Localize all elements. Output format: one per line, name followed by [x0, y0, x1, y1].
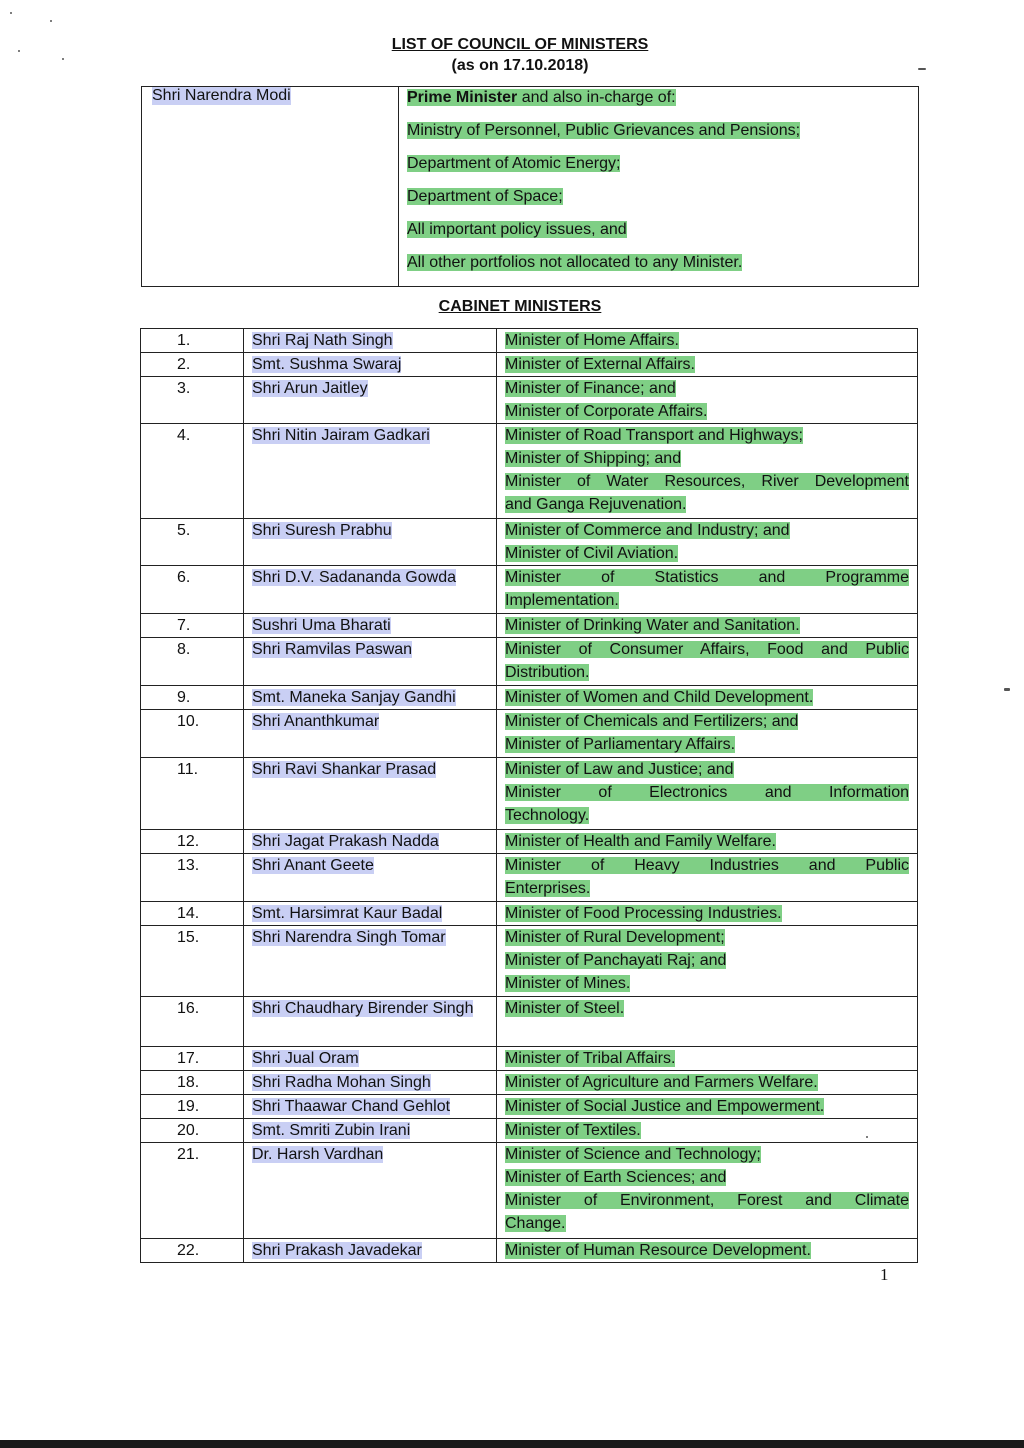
minister-serial-number: 4. [141, 424, 244, 519]
table-row [141, 1047, 918, 1071]
portfolio-line [505, 877, 909, 900]
portfolio-text: Enterprises. [505, 880, 591, 897]
portfolio-text: Minister of Water Resources, River Development [505, 473, 909, 490]
portfolio-text: Minister of Heavy Industries and Public [505, 857, 909, 874]
portfolio-text: Minister of Parliamentary Affairs. [505, 736, 736, 753]
minister-serial-number: 11. [141, 758, 244, 830]
portfolio-text: Minister of Finance; and [505, 380, 676, 397]
scan-bottom-edge [0, 1440, 1024, 1448]
portfolio-text: All important policy issues, and [407, 221, 627, 238]
prime-minister-name-cell [142, 87, 399, 287]
minister-serial-number: 5. [141, 519, 244, 566]
minister-name: Shri Prakash Javadekar [252, 1242, 422, 1259]
portfolio-text: Minister of Shipping; and [505, 450, 682, 467]
minister-serial-number: 16. [141, 997, 244, 1047]
portfolio-text: Minister of Consumer Affairs, Food and Public [505, 641, 909, 658]
portfolio-line [505, 997, 909, 1020]
portfolio-text: Minister of Commerce and Industry; and [505, 522, 790, 539]
minister-serial-number: 13. [141, 854, 244, 902]
portfolio-text: Distribution. [505, 664, 590, 681]
prime-minister-portfolio-list [407, 120, 918, 285]
table-row [141, 1071, 918, 1095]
minister-portfolio-cell [497, 377, 918, 424]
minister-name: Dr. Harsh Vardhan [252, 1146, 384, 1163]
minister-serial-number: 20. [141, 1119, 244, 1143]
minister-portfolio-cell [497, 424, 918, 519]
portfolio-line [505, 902, 909, 925]
table-row [141, 854, 918, 902]
portfolio-text: Minister of Mines. [505, 975, 631, 992]
portfolio-text: Minister of Steel. [505, 1000, 625, 1017]
minister-serial-number: 10. [141, 710, 244, 758]
cabinet-ministers-table [140, 328, 918, 1263]
portfolio-line [505, 661, 909, 684]
portfolio-line [505, 589, 909, 612]
document-date: (as on 17.10.2018) [451, 57, 589, 74]
minister-name-cell [244, 902, 497, 926]
minister-serial-number: 1. [141, 329, 244, 353]
prime-minister-role-rest: and also in-charge of: [517, 89, 676, 106]
minister-portfolio-cell [497, 854, 918, 902]
portfolio-text: Minister of Tribal Affairs. [505, 1050, 676, 1067]
portfolio-line [505, 949, 909, 972]
minister-name: Shri Ramvilas Paswan [252, 641, 413, 658]
portfolio-text: Minister of Drinking Water and Sanitation. [505, 617, 800, 634]
portfolio-line [505, 1047, 909, 1070]
minister-name-cell [244, 424, 497, 519]
portfolio-text: Minister of Food Processing Industries. [505, 905, 782, 922]
section-heading: CABINET MINISTERS [438, 298, 602, 315]
minister-portfolio-cell [497, 353, 918, 377]
minister-name: Shri Nitin Jairam Gadkari [252, 427, 430, 444]
portfolio-line [505, 519, 909, 542]
portfolio-line [505, 1189, 909, 1212]
minister-serial-number: 9. [141, 686, 244, 710]
minister-name-cell [244, 614, 497, 638]
minister-name-cell [244, 758, 497, 830]
table-row [141, 1095, 918, 1119]
portfolio-text: Department of Space; [407, 188, 563, 205]
table-row [141, 329, 918, 353]
minister-name: Shri Chaudhary Birender Singh [252, 1000, 474, 1017]
prime-minister-role [407, 87, 918, 120]
table-row [141, 566, 918, 614]
minister-portfolio-cell [497, 1095, 918, 1119]
portfolio-text: Technology. [505, 807, 590, 824]
minister-portfolio-cell [497, 1239, 918, 1263]
minister-serial-number: 2. [141, 353, 244, 377]
minister-name-cell [244, 710, 497, 758]
table-row [141, 638, 918, 686]
scan-speck [10, 12, 12, 14]
minister-name-cell [244, 830, 497, 854]
minister-serial-number: 15. [141, 926, 244, 997]
portfolio-line [505, 1143, 909, 1166]
minister-name-cell [244, 566, 497, 614]
minister-portfolio-cell [497, 329, 918, 353]
portfolio-text: Minister of Chemicals and Fertilizers; and [505, 713, 799, 730]
minister-serial-number: 14. [141, 902, 244, 926]
portfolio-text: Ministry of Personnel, Public Grievances and Pensions; [407, 122, 801, 139]
minister-portfolio-cell [497, 1143, 918, 1239]
table-row [141, 614, 918, 638]
scan-speck [50, 20, 52, 22]
minister-name: Shri Raj Nath Singh [252, 332, 393, 349]
portfolio-line [505, 353, 909, 376]
table-row [141, 926, 918, 997]
portfolio-text: All other portfolios not allocated to any Minister. [407, 254, 743, 271]
minister-name: Shri Ravi Shankar Prasad [252, 761, 437, 778]
portfolio-text: Minister of Earth Sciences; and [505, 1169, 727, 1186]
portfolio-line [505, 1071, 909, 1094]
minister-portfolio-cell [497, 997, 918, 1047]
portfolio-text: Minister of Textiles. [505, 1122, 641, 1139]
minister-name: Shri Jual Oram [252, 1050, 359, 1067]
minister-serial-number: 19. [141, 1095, 244, 1119]
portfolio-line [505, 377, 909, 400]
minister-name: Shri D.V. Sadananda Gowda [252, 569, 456, 586]
minister-name-cell [244, 377, 497, 424]
minister-name: Smt. Smriti Zubin Irani [252, 1122, 411, 1139]
portfolio-text: and Ganga Rejuvenation. [505, 496, 687, 513]
minister-name-cell [244, 329, 497, 353]
portfolio-line [505, 566, 909, 589]
portfolio-line [505, 804, 909, 827]
portfolio-line [505, 329, 909, 352]
minister-name: Shri Arun Jaitley [252, 380, 368, 397]
portfolio-line [505, 710, 909, 733]
minister-portfolio-cell [497, 1119, 918, 1143]
minister-name: Shri Thaawar Chand Gehlot [252, 1098, 451, 1115]
portfolio-text: Minister of Agriculture and Farmers Welfare. [505, 1074, 818, 1091]
portfolio-line [505, 1119, 909, 1142]
minister-portfolio-cell [497, 902, 918, 926]
minister-name: Smt. Harsimrat Kaur Badal [252, 905, 443, 922]
table-row [141, 902, 918, 926]
portfolio-text: Implementation. [505, 592, 619, 609]
portfolio-text: Minister of External Affairs. [505, 356, 695, 373]
portfolio-text: Minister of Women and Child Development. [505, 689, 814, 706]
minister-name-cell [244, 519, 497, 566]
minister-portfolio-cell [497, 1071, 918, 1095]
portfolio-line [505, 1239, 909, 1262]
minister-serial-number: 3. [141, 377, 244, 424]
minister-name-cell [244, 1119, 497, 1143]
portfolio-text: Minister of Law and Justice; and [505, 761, 734, 778]
minister-name-cell [244, 997, 497, 1047]
scan-speck [1004, 688, 1010, 691]
portfolio-line [505, 638, 909, 661]
minister-serial-number: 8. [141, 638, 244, 686]
prime-minister-portfolio-item [407, 252, 918, 285]
minister-name: Smt. Sushma Swaraj [252, 356, 402, 373]
minister-portfolio-cell [497, 1047, 918, 1071]
portfolio-text: Minister of Health and Family Welfare. [505, 833, 776, 850]
portfolio-text: Minister of Social Justice and Empowerment. [505, 1098, 825, 1115]
minister-portfolio-cell [497, 519, 918, 566]
prime-minister-portfolio-item [407, 219, 918, 252]
portfolio-line [505, 686, 909, 709]
table-row [141, 519, 918, 566]
portfolio-text: Minister of Environment, Forest and Climate [505, 1192, 909, 1209]
portfolio-line [505, 830, 909, 853]
portfolio-text: Minister of Science and Technology; [505, 1146, 761, 1163]
prime-minister-name: Shri Narendra Modi [152, 87, 291, 104]
minister-name-cell [244, 1047, 497, 1071]
portfolio-text: Minister of Road Transport and Highways; [505, 427, 803, 444]
table-row [141, 353, 918, 377]
minister-name: Shri Narendra Singh Tomar [252, 929, 446, 946]
table-row [141, 1143, 918, 1239]
table-row [141, 758, 918, 830]
portfolio-text: Minister of Human Resource Development. [505, 1242, 811, 1259]
minister-portfolio-cell [497, 686, 918, 710]
cabinet-ministers-body [141, 329, 918, 1263]
minister-name-cell [244, 1095, 497, 1119]
minister-portfolio-cell [497, 926, 918, 997]
portfolio-line [505, 1212, 909, 1235]
minister-serial-number: 17. [141, 1047, 244, 1071]
prime-minister-portfolio-item [407, 186, 918, 219]
portfolio-line [505, 470, 909, 493]
prime-minister-role-title: Prime Minister [407, 89, 518, 106]
minister-name-cell [244, 1239, 497, 1263]
portfolio-text: Minister of Rural Development; [505, 929, 725, 946]
minister-portfolio-cell [497, 614, 918, 638]
minister-portfolio-cell [497, 830, 918, 854]
table-row [141, 997, 918, 1047]
minister-name-cell [244, 638, 497, 686]
minister-name-cell [244, 1143, 497, 1239]
portfolio-line [505, 493, 909, 516]
portfolio-line [505, 854, 909, 877]
portfolio-line [505, 781, 909, 804]
portfolio-text: Change. [505, 1215, 566, 1232]
page-number: 1 [880, 1265, 889, 1284]
minister-name: Shri Radha Mohan Singh [252, 1074, 431, 1091]
minister-serial-number: 21. [141, 1143, 244, 1239]
prime-minister-portfolio-item [407, 153, 918, 186]
minister-name-cell [244, 854, 497, 902]
minister-name: Shri Suresh Prabhu [252, 522, 392, 539]
prime-minister-portfolio-cell [399, 87, 919, 287]
table-row [141, 1239, 918, 1263]
table-row [141, 377, 918, 424]
minister-name: Sushri Uma Bharati [252, 617, 391, 634]
minister-name: Shri Ananthkumar [252, 713, 380, 730]
minister-portfolio-cell [497, 638, 918, 686]
prime-minister-portfolio-item [407, 120, 918, 153]
portfolio-text: Minister of Home Affairs. [505, 332, 679, 349]
portfolio-line [505, 542, 909, 565]
table-row [141, 1119, 918, 1143]
portfolio-line [505, 424, 909, 447]
portfolio-line [505, 926, 909, 949]
table-row [141, 686, 918, 710]
table-row [141, 710, 918, 758]
portfolio-text: Department of Atomic Energy; [407, 155, 621, 172]
portfolio-line [505, 1166, 909, 1189]
portfolio-text: Minister of Electronics and Information [505, 784, 909, 801]
portfolio-text: Minister of Corporate Affairs. [505, 403, 708, 420]
portfolio-line [505, 1095, 909, 1118]
portfolio-line [505, 733, 909, 756]
portfolio-text: Minister of Civil Aviation. [505, 545, 679, 562]
minister-name-cell [244, 686, 497, 710]
portfolio-text: Minister of Panchayati Raj; and [505, 952, 727, 969]
prime-minister-table [141, 86, 919, 287]
portfolio-line [505, 614, 909, 637]
minister-name: Smt. Maneka Sanjay Gandhi [252, 689, 456, 706]
portfolio-line [505, 400, 909, 423]
portfolio-line [505, 758, 909, 781]
minister-serial-number: 6. [141, 566, 244, 614]
table-row [141, 830, 918, 854]
minister-serial-number: 12. [141, 830, 244, 854]
portfolio-line [505, 972, 909, 995]
document-title: LIST OF COUNCIL OF MINISTERS [391, 36, 649, 53]
minister-name: Shri Jagat Prakash Nadda [252, 833, 439, 850]
minister-name-cell [244, 353, 497, 377]
minister-name-cell [244, 1071, 497, 1095]
portfolio-text: Minister of Statistics and Programme [505, 569, 909, 586]
document-title-block [0, 34, 1024, 76]
minister-serial-number: 22. [141, 1239, 244, 1263]
table-row [141, 424, 918, 519]
minister-portfolio-cell [497, 710, 918, 758]
minister-serial-number: 7. [141, 614, 244, 638]
minister-serial-number: 18. [141, 1071, 244, 1095]
prime-minister-row [142, 87, 919, 287]
minister-name-cell [244, 926, 497, 997]
minister-portfolio-cell [497, 566, 918, 614]
portfolio-line [505, 447, 909, 470]
minister-portfolio-cell [497, 758, 918, 830]
minister-name: Shri Anant Geete [252, 857, 374, 874]
